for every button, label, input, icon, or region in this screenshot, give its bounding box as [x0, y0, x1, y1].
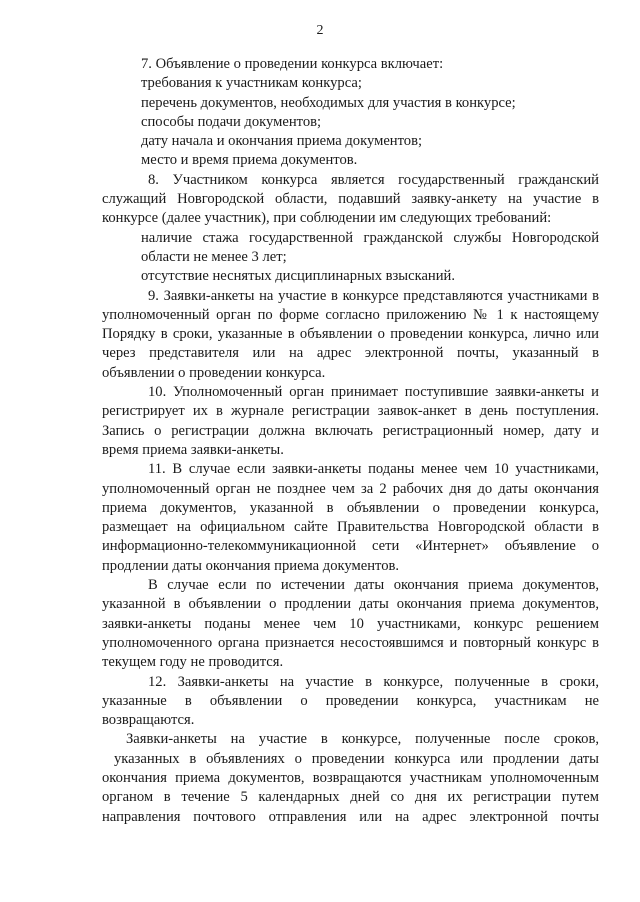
text-line: 10. Уполномоченный орган принимает поступившие заявки-анкеты и — [148, 384, 599, 401]
text-line: Порядку в сроки, указанные в объявлении о проведении конкурса, лично или — [102, 326, 599, 343]
text-line: служащий Новгородской области, подавший заявку-анкету на участие в — [102, 191, 599, 208]
text-line: В случае если по истечении даты окончания приема документов, — [148, 577, 599, 594]
document-body — [102, 55, 599, 827]
text-line: уполномоченный орган не позднее чем за 2 рабочих дня до даты окончания — [102, 480, 599, 497]
text-line: продлении даты окончания приема документов. — [102, 557, 400, 574]
text-line: 12. Заявки-анкеты на участие в конкурсе, полученные в сроки, — [148, 673, 599, 690]
text-line: размещает на официальном сайте Правительства Новгородской области в — [102, 519, 599, 536]
text-line: возвращаются. — [102, 712, 195, 729]
text-line: 8. Участником конкурса является государственный гражданский — [148, 171, 599, 188]
text-line: указанных в объявлениях о проведении конкурса или продлении даты — [114, 750, 599, 767]
text-line: направления почтового отправления или на адрес электронной почты — [102, 808, 599, 825]
text-line: конкурсе (далее участник), при соблюдении им следующих требований: — [102, 210, 552, 227]
text-line: Заявки-анкеты на участие в конкурсе, полученные после сроков, — [126, 731, 599, 748]
text-line: указанные в объявлении о проведении конкурса, участникам не — [102, 692, 599, 709]
text-line: Запись о регистрации должна включать регистрационный номер, дату и — [102, 422, 599, 439]
text-line: требования к участникам конкурса; — [141, 75, 362, 92]
text-line: органом в течение 5 календарных дней со дня их регистрации путем — [102, 789, 599, 806]
text-line: наличие стажа государственной гражданской службы Новгородской — [141, 229, 599, 246]
text-line: перечень документов, необходимых для участия в конкурсе; — [141, 94, 516, 111]
text-line: время приема заявки-анкеты. — [102, 441, 284, 458]
text-line: способы подачи документов; — [141, 113, 322, 130]
page-number: 2 — [316, 23, 324, 38]
text-line: 9. Заявки-анкеты на участие в конкурсе представляются участниками в — [148, 287, 599, 304]
text-line: области не менее 3 лет; — [141, 248, 287, 265]
text-line: уполномоченный орган по форме согласно приложению № 1 к настоящему — [102, 306, 599, 323]
text-line: через представителя или на адрес электронной почты, указанный в — [102, 345, 599, 362]
text-line: текущем году не проводится. — [102, 654, 284, 671]
text-line: место и время приема документов. — [141, 152, 358, 169]
text-line: 7. Объявление о проведении конкурса включает: — [141, 56, 444, 72]
text-line: заявки-анкеты поданы менее чем 10 участниками, конкурс решением — [102, 615, 599, 632]
text-line: окончания приема документов, возвращаются участникам уполномоченным — [102, 769, 599, 786]
text-line: приема документов, указанной в объявлении о проведении конкурса, — [102, 499, 599, 516]
text-line: указанной в объявлении о продлении даты окончания приема документов, — [102, 596, 599, 613]
text-line: уполномоченного органа признается несостоявшимся и повторный конкурс в — [102, 634, 599, 651]
text-line: информационно-телекоммуникационной сети «Интернет» объявление о — [102, 538, 599, 555]
text-line: отсутствие неснятых дисциплинарных взысканий. — [141, 268, 456, 285]
text-line: объявлении о проведении конкурса. — [102, 364, 326, 381]
text-line: 11. В случае если заявки-анкеты поданы менее чем 10 участниками, — [148, 461, 599, 478]
text-line: дату начала и окончания приема документов; — [141, 133, 423, 150]
text-line: регистрирует их в журнале регистрации заявок-анкет в день поступления. — [102, 403, 599, 420]
